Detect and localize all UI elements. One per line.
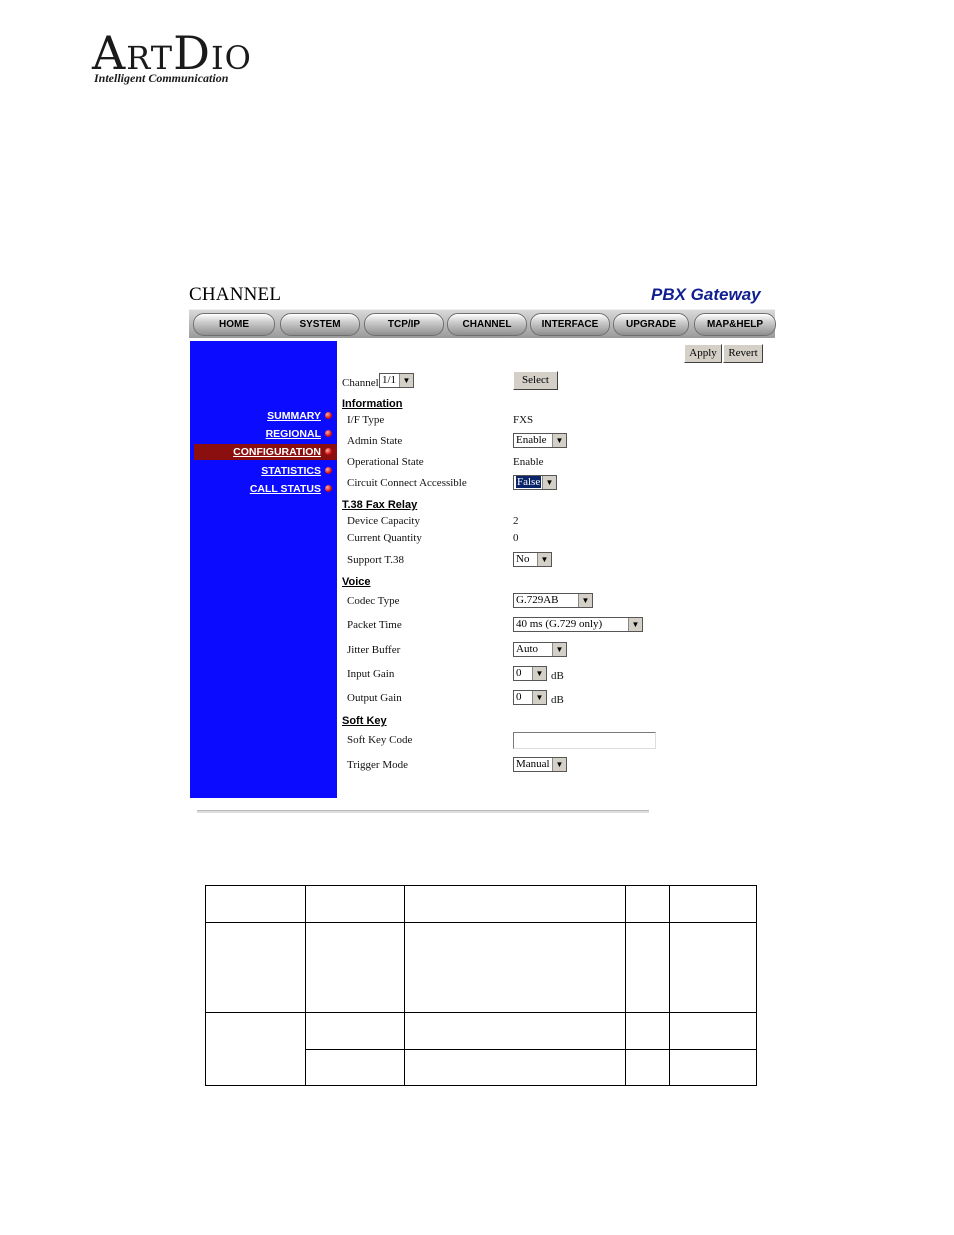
table-cell: [670, 1013, 757, 1050]
operational-state-value: Enable: [513, 456, 544, 468]
jitter-buffer-select[interactable]: Auto ▼: [513, 642, 567, 657]
output-gain-label: Output Gain: [347, 692, 402, 704]
codec-type-select[interactable]: G.729AB ▼: [513, 593, 593, 608]
input-gain-label: Input Gain: [347, 668, 395, 680]
logo-tagline: Intelligent Communication: [94, 71, 229, 85]
admin-state-select[interactable]: Enable ▼: [513, 433, 567, 448]
table-cell: [405, 1050, 626, 1086]
nav-system-button[interactable]: SYSTEM: [280, 313, 360, 336]
table-cell: [206, 1013, 306, 1086]
sidebar-item-regional[interactable]: REGIONAL: [190, 426, 337, 442]
sidebar-item-summary[interactable]: SUMMARY: [190, 408, 337, 424]
sidebar-item-statistics[interactable]: STATISTICS: [190, 463, 337, 479]
table-cell: [670, 886, 757, 923]
current-quantity-value: 0: [513, 532, 519, 544]
circuit-connect-select[interactable]: False ▼: [513, 475, 557, 490]
jitter-buffer-label: Jitter Buffer: [347, 644, 401, 656]
sidebar: [190, 341, 337, 798]
divider: [197, 810, 649, 813]
table-cell: [405, 923, 626, 1013]
red-dot-icon: [325, 467, 332, 474]
chevron-down-icon: ▼: [552, 434, 566, 447]
chevron-down-icon: ▼: [552, 758, 566, 771]
chevron-down-icon: ▼: [537, 553, 551, 566]
sidebar-item-call-status[interactable]: CALL STATUS: [190, 481, 337, 497]
table-cell: [405, 886, 626, 923]
chevron-down-icon: ▼: [628, 618, 642, 631]
output-gain-select[interactable]: 0 ▼: [513, 690, 547, 705]
operational-state-label: Operational State: [347, 456, 424, 468]
revert-button[interactable]: Revert: [723, 344, 763, 363]
brand-title: PBX Gateway: [651, 285, 761, 304]
nav-interface-button[interactable]: INTERFACE: [530, 313, 610, 336]
table-cell: [626, 886, 670, 923]
artdio-logo: [92, 26, 252, 88]
table-cell: [670, 923, 757, 1013]
table-cell: [626, 1013, 670, 1050]
table-cell: [306, 1050, 405, 1086]
nav-channel-button[interactable]: CHANNEL: [447, 313, 527, 336]
circuit-connect-label: Circuit Connect Accessible: [347, 477, 467, 489]
nav-maphelp-button[interactable]: MAP&HELP: [694, 313, 776, 336]
input-gain-unit: dB: [551, 670, 564, 682]
table-cell: [306, 1013, 405, 1050]
table-cell: [206, 923, 306, 1013]
section-soft-key: Soft Key: [342, 715, 387, 727]
current-quantity-label: Current Quantity: [347, 532, 422, 544]
table-cell: [206, 886, 306, 923]
section-fax-relay: T.38 Fax Relay: [342, 499, 418, 511]
select-button[interactable]: Select: [513, 371, 558, 390]
table-cell: [670, 1050, 757, 1086]
red-dot-icon: [325, 485, 332, 492]
channel-select[interactable]: 1/1 ▼: [379, 373, 414, 388]
if-type-value: FXS: [513, 414, 534, 426]
chevron-down-icon: ▼: [542, 476, 556, 489]
apply-button[interactable]: Apply: [684, 344, 722, 363]
table-cell: [306, 886, 405, 923]
chevron-down-icon: ▼: [578, 594, 592, 607]
packet-time-label: Packet Time: [347, 619, 402, 631]
admin-state-label: Admin State: [347, 435, 403, 447]
channel-label: Channel: [342, 377, 379, 389]
red-dot-icon: [325, 448, 332, 455]
section-information: Information: [342, 398, 403, 410]
nav-home-button[interactable]: HOME: [193, 313, 275, 336]
nav-tcpip-button[interactable]: TCP/IP: [364, 313, 444, 336]
table-cell: [306, 923, 405, 1013]
section-voice: Voice: [342, 576, 371, 588]
logo-wordmark: ARTDIO: [92, 26, 252, 80]
page-title: CHANNEL: [189, 284, 282, 305]
input-gain-select[interactable]: 0 ▼: [513, 666, 547, 681]
table-cell: [626, 1050, 670, 1086]
soft-key-code-label: Soft Key Code: [347, 734, 413, 746]
soft-key-code-input[interactable]: [513, 732, 656, 749]
red-dot-icon: [325, 430, 332, 437]
chevron-down-icon: ▼: [532, 667, 546, 680]
nav-upgrade-button[interactable]: UPGRADE: [613, 313, 689, 336]
if-type-label: I/F Type: [347, 414, 385, 426]
device-capacity-label: Device Capacity: [347, 515, 420, 527]
chevron-down-icon: ▼: [532, 691, 546, 704]
sidebar-item-configuration[interactable]: CONFIGURATION: [194, 444, 337, 460]
empty-parameter-table: [205, 885, 757, 1086]
codec-type-label: Codec Type: [347, 595, 400, 607]
table-cell: [405, 1013, 626, 1050]
trigger-mode-select[interactable]: Manual ▼: [513, 757, 567, 772]
output-gain-unit: dB: [551, 694, 564, 706]
chevron-down-icon: ▼: [552, 643, 566, 656]
support-t38-label: Support T.38: [347, 554, 405, 566]
device-capacity-value: 2: [513, 515, 519, 527]
top-nav-bar: [189, 309, 775, 338]
trigger-mode-label: Trigger Mode: [347, 759, 409, 771]
support-t38-select[interactable]: No ▼: [513, 552, 552, 567]
red-dot-icon: [325, 412, 332, 419]
chevron-down-icon: ▼: [399, 374, 413, 387]
packet-time-select[interactable]: 40 ms (G.729 only) ▼: [513, 617, 643, 632]
table-cell: [626, 923, 670, 1013]
